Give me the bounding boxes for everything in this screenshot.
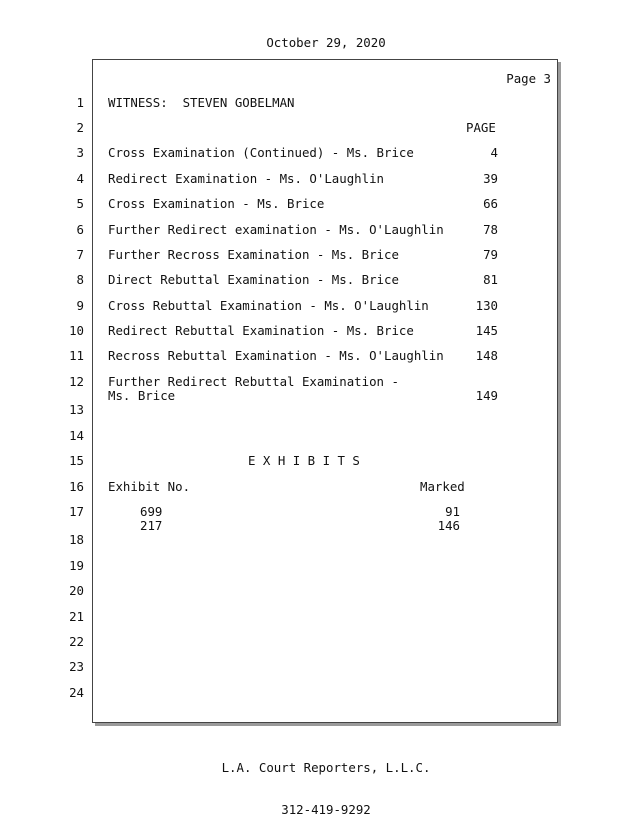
exhibit-marked-header: Marked bbox=[420, 479, 465, 494]
exam-page: 79 bbox=[483, 247, 498, 262]
line-number: 12 bbox=[69, 374, 84, 389]
line-number: 18 bbox=[69, 532, 84, 547]
exam-label: Recross Rebuttal Examination - Ms. O'Laughlin bbox=[108, 348, 444, 363]
line-number: 7 bbox=[76, 247, 84, 262]
line-number: 6 bbox=[76, 222, 84, 237]
line-number: 1 bbox=[76, 95, 84, 110]
exam-label: Cross Examination - Ms. Brice bbox=[108, 196, 325, 211]
exhibit-marked: 91 bbox=[445, 504, 460, 519]
line-number: 8 bbox=[76, 272, 84, 287]
line-number: 3 bbox=[76, 145, 84, 160]
line-number: 4 bbox=[76, 171, 84, 186]
line-number: 24 bbox=[69, 685, 84, 700]
exam-page: 145 bbox=[475, 323, 498, 338]
line-number: 9 bbox=[76, 298, 84, 313]
exhibit-marked: 146 bbox=[437, 518, 460, 533]
line-number: 11 bbox=[69, 348, 84, 363]
line-number: 19 bbox=[69, 558, 84, 573]
header-date: October 29, 2020 bbox=[266, 35, 386, 50]
line-number: 14 bbox=[69, 428, 84, 443]
exam-page: 66 bbox=[483, 196, 498, 211]
footer-company: L.A. Court Reporters, L.L.C. bbox=[221, 760, 431, 775]
line-number: 21 bbox=[69, 609, 84, 624]
line-number: 16 bbox=[69, 479, 84, 494]
exam-page: 130 bbox=[475, 298, 498, 313]
exhibits-title: E X H I B I T S bbox=[248, 453, 360, 468]
line-number: 15 bbox=[69, 453, 84, 468]
exam-label: Cross Rebuttal Examination - Ms. O'Laughlin bbox=[108, 298, 429, 313]
exam-label: Redirect Rebuttal Examination - Ms. Brice bbox=[108, 323, 414, 338]
exam-page: 149 bbox=[475, 388, 498, 403]
line-number: 10 bbox=[69, 323, 84, 338]
line-number: 5 bbox=[76, 196, 84, 211]
line-number: 13 bbox=[69, 402, 84, 417]
exam-page: 78 bbox=[483, 222, 498, 237]
exam-page: 4 bbox=[490, 145, 498, 160]
exam-label-continued: Ms. Brice bbox=[108, 388, 176, 403]
line-number: 22 bbox=[69, 634, 84, 649]
exam-page: 39 bbox=[483, 171, 498, 186]
exam-page: 81 bbox=[483, 272, 498, 287]
line-number: 20 bbox=[69, 583, 84, 598]
footer bbox=[0, 733, 618, 831]
line-number: 17 bbox=[69, 504, 84, 519]
exam-label: Direct Rebuttal Examination - Ms. Brice bbox=[108, 272, 399, 287]
exam-label: Further Redirect Rebuttal Examination - bbox=[108, 374, 399, 389]
line-number: 2 bbox=[76, 120, 84, 135]
exhibit-number: 699 bbox=[140, 504, 163, 519]
page-column-header: PAGE bbox=[466, 120, 496, 135]
footer-phone: 312-419-9292 bbox=[281, 802, 371, 817]
exam-label: Cross Examination (Continued) - Ms. Brice bbox=[108, 145, 414, 160]
page-number: Page 3 bbox=[506, 71, 551, 86]
witness-line: WITNESS: STEVEN GOBELMAN bbox=[108, 95, 295, 110]
exhibit-number-header: Exhibit No. bbox=[108, 479, 191, 494]
line-number: 23 bbox=[69, 659, 84, 674]
exam-label: Further Recross Examination - Ms. Brice bbox=[108, 247, 399, 262]
exam-page: 148 bbox=[475, 348, 498, 363]
exam-label: Redirect Examination - Ms. O'Laughlin bbox=[108, 171, 385, 186]
exam-label: Further Redirect examination - Ms. O'Laughlin bbox=[108, 222, 444, 237]
exhibit-number: 217 bbox=[140, 518, 163, 533]
